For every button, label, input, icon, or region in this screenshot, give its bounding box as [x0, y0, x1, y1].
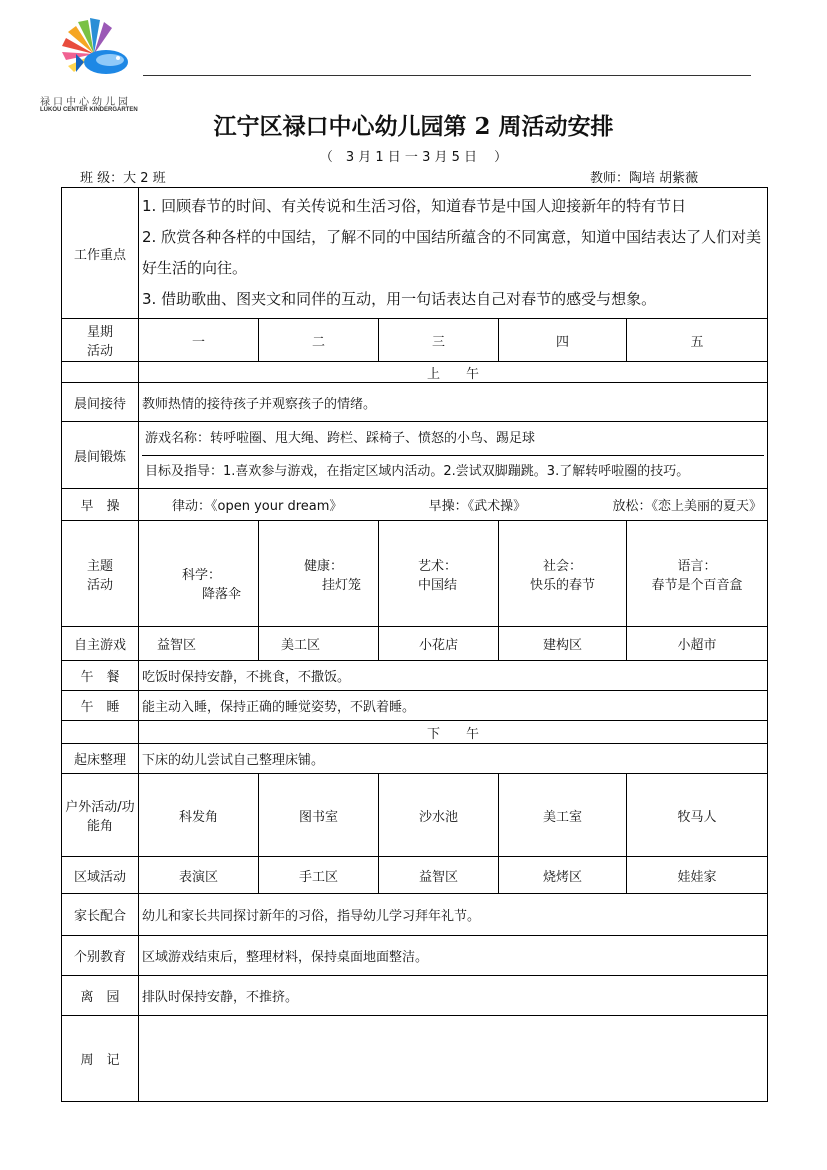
individual-row — [62, 936, 768, 976]
morning-exercise-label: 晨间锻炼 — [62, 422, 139, 489]
area-item: 益智区 — [379, 857, 499, 894]
leaving-row — [62, 976, 768, 1016]
day-tuesday: 二 — [259, 319, 379, 362]
morning-reception-row — [62, 383, 768, 422]
focus-item-1: 1. 回顾春节的时间、有关传说和生活习俗，知道春节是中国人迎接新年的特有节日 — [142, 197, 687, 215]
subject-name: 艺术： — [418, 558, 458, 574]
exercise-games: 游戏名称：转呼啦圈、甩大绳、跨栏、踩椅子、愤怒的小鸟、踢足球 — [142, 422, 764, 456]
weekday-header-label — [62, 319, 139, 362]
drill-rhythm: 律动：《open your dream》 — [172, 499, 343, 514]
free-play-label: 自主游戏 — [62, 627, 139, 661]
morning-drill-label: 早 操 — [62, 489, 139, 521]
lunch-text: 吃饭时保持安静，不挑食，不撒饭。 — [139, 661, 768, 691]
drill-exercise: 早操：《武术操》 — [428, 499, 527, 514]
date-range: （ 3 月 1 日 一 3 月 5 日 ） — [319, 150, 508, 165]
free-play-row — [62, 627, 768, 661]
individual-label: 个别教育 — [62, 936, 139, 976]
morning-header-blank — [62, 362, 139, 383]
lunch-label: 午 餐 — [62, 661, 139, 691]
afternoon-header: 下 午 — [139, 721, 768, 744]
area-item: 娃娃家 — [627, 857, 768, 894]
day-monday: 一 — [139, 319, 259, 362]
day-friday: 五 — [627, 319, 768, 362]
morning-exercise-row — [62, 422, 768, 489]
outdoor-item: 美工室 — [499, 774, 627, 857]
outdoor-item: 图书室 — [259, 774, 379, 857]
morning-reception-text: 教师热情的接待孩子并观察孩子的情绪。 — [139, 383, 768, 422]
day-wednesday: 三 — [379, 319, 499, 362]
theme-label-line1: 主题 — [86, 558, 113, 574]
outdoor-label-line2: 能角 — [86, 819, 113, 834]
theme-label-line2: 活动 — [86, 577, 113, 593]
outdoor-row — [62, 774, 768, 857]
area-item: 烧烤区 — [499, 857, 627, 894]
theme-subject-art — [379, 521, 499, 627]
outdoor-item: 科发角 — [139, 774, 259, 857]
pinwheel-fish-icon — [54, 16, 134, 86]
leaving-text: 排队时保持安静，不推挤。 — [139, 976, 768, 1016]
day-thursday: 四 — [499, 319, 627, 362]
wakeup-label: 起床整理 — [62, 744, 139, 774]
morning-exercise-content — [139, 422, 768, 489]
logo-chinese-name: 禄口中心幼儿园 — [40, 97, 131, 108]
free-play-item: 建构区 — [499, 627, 627, 661]
outdoor-label — [62, 774, 139, 857]
subject-activity: 快乐的春节 — [529, 577, 595, 593]
logo-english-name: LUKOU CENTER KINDERGARTEN — [40, 107, 138, 113]
subject-name: 社会： — [542, 558, 582, 574]
weekly-plan-table — [61, 187, 768, 1102]
header-divider — [143, 75, 751, 76]
morning-drill-content — [139, 489, 768, 521]
leaving-label: 离 园 — [62, 976, 139, 1016]
parents-text: 幼儿和家长共同探讨新年的习俗，指导幼儿学习拜年礼节。 — [139, 894, 768, 936]
free-play-item: 小超市 — [627, 627, 768, 661]
page-title: 江宁区禄口中心幼儿园第 2 周活动安排 — [213, 113, 614, 140]
work-focus-label: 工作重点 — [62, 188, 139, 319]
subject-activity: 挂灯笼 — [322, 577, 362, 593]
nap-row — [62, 691, 768, 721]
weekday-label-line2: 活动 — [86, 344, 113, 359]
afternoon-header-row — [62, 721, 768, 744]
weekly-notes-text — [139, 1016, 768, 1102]
parents-row — [62, 894, 768, 936]
weekly-notes-row — [62, 1016, 768, 1102]
outdoor-item: 牧马人 — [627, 774, 768, 857]
theme-activity-label — [62, 521, 139, 627]
free-play-item: 美工区 — [259, 627, 379, 661]
subject-name: 科学： — [182, 567, 222, 583]
drill-relax: 放松：《恋上美丽的夏天》 — [612, 499, 762, 514]
outdoor-item: 沙水池 — [379, 774, 499, 857]
subject-activity: 春节是个百音盒 — [651, 577, 743, 593]
nap-text: 能主动入睡，保持正确的睡觉姿势，不趴着睡。 — [139, 691, 768, 721]
theme-subject-science — [139, 521, 259, 627]
theme-activity-row — [62, 521, 768, 627]
subject-activity: 中国结 — [418, 577, 458, 593]
class-label: 班 级：大 2 班 — [80, 171, 166, 186]
kindergarten-logo — [40, 16, 150, 116]
exercise-goals: 目标及指导：1.喜欢参与游戏，在指定区域内活动。2.尝试双脚蹦跳。3.了解转呼啦圈的技巧。 — [145, 464, 690, 479]
area-item: 表演区 — [139, 857, 259, 894]
subject-name: 语言： — [677, 558, 717, 574]
nap-label: 午 睡 — [62, 691, 139, 721]
free-play-item: 小花店 — [379, 627, 499, 661]
theme-subject-social — [499, 521, 627, 627]
subject-activity: 降落伞 — [202, 586, 242, 602]
theme-subject-health — [259, 521, 379, 627]
morning-header: 上 午 — [139, 362, 768, 383]
morning-reception-label: 晨间接待 — [62, 383, 139, 422]
morning-header-row — [62, 362, 768, 383]
wakeup-row — [62, 744, 768, 774]
focus-item-3: 3. 借助歌曲、图夹文和同伴的互动，用一句话表达自己对春节的感受与想象。 — [142, 290, 657, 308]
area-activity-row — [62, 857, 768, 894]
area-item: 手工区 — [259, 857, 379, 894]
lunch-row — [62, 661, 768, 691]
work-focus-row — [62, 188, 768, 319]
weekday-header-row — [62, 319, 768, 362]
outdoor-label-line1: 户外活动/功 — [65, 800, 135, 815]
weekday-label-line1: 星期 — [86, 325, 113, 340]
theme-subject-language — [627, 521, 768, 627]
focus-item-2: 2. 欣赏各种各样的中国结，了解不同的中国结所蕴含的不同寓意，知道中国结表达了人们对美好生活的向往。 — [142, 228, 762, 277]
free-play-item: 益智区 — [139, 627, 259, 661]
individual-text: 区域游戏结束后，整理材料，保持桌面地面整洁。 — [139, 936, 768, 976]
afternoon-header-blank — [62, 721, 139, 744]
parents-label: 家长配合 — [62, 894, 139, 936]
area-activity-label: 区域活动 — [62, 857, 139, 894]
work-focus-content — [139, 188, 768, 319]
teacher-label: 教师：陶培 胡紫薇 — [590, 171, 699, 186]
wakeup-text: 下床的幼儿尝试自己整理床铺。 — [139, 744, 768, 774]
subject-name: 健康： — [304, 558, 344, 574]
weekly-notes-label: 周 记 — [62, 1016, 139, 1102]
morning-drill-row — [62, 489, 768, 521]
